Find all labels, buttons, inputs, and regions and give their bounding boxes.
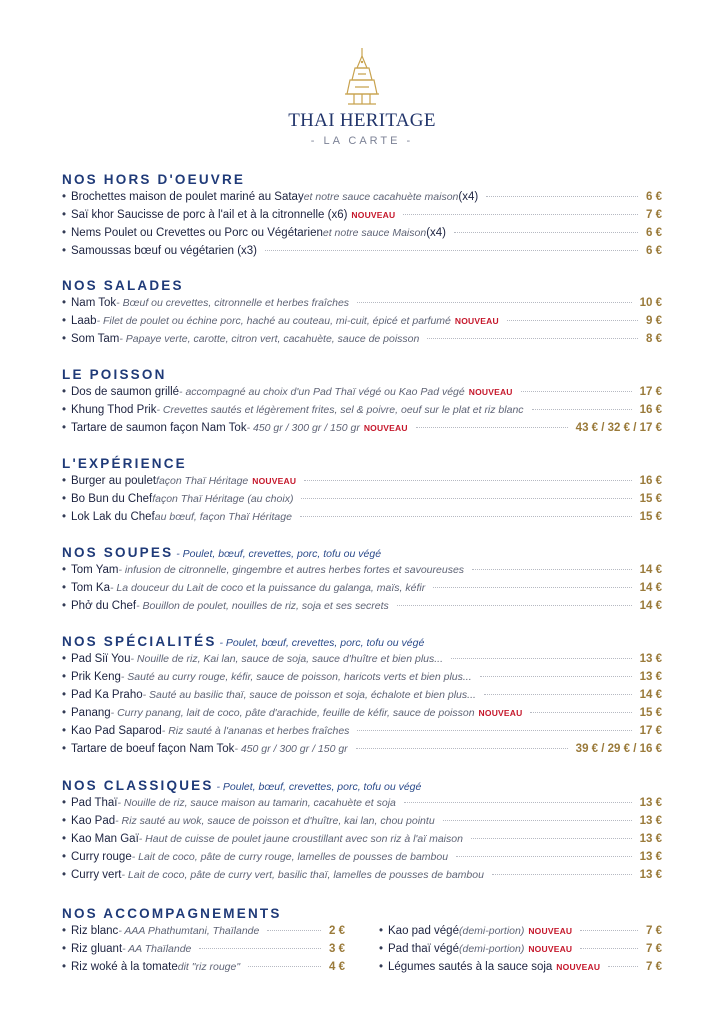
item-description: - Filet de poulet ou échine porc, haché au couteau, mi-cuit, épicé et parfumé (96, 315, 451, 327)
item-name: Pad Siï You (71, 653, 131, 665)
new-badge: NOUVEAU (252, 476, 297, 486)
menu-item: • Saï khor Saucisse de porc à l'ail et à la citronnelle (x6) NOUVEAU 7 € (62, 206, 662, 224)
item-price: 15 € (639, 707, 662, 719)
item-name: Nam Tok (71, 297, 117, 309)
leader-dots (480, 676, 632, 677)
leader-dots (530, 712, 631, 713)
item-price: 16 € (639, 404, 662, 416)
menu-item: • Samoussas bœuf ou végétarien (x3) 6 € (62, 242, 662, 260)
sides-right-column (379, 922, 662, 976)
item-description: - infusion de citronnelle, gingembre et autres herbes fortes et savoureuses (118, 564, 465, 576)
menu-item: • Tartare de saumon façon Nam Tok - 450 gr / 300 gr / 150 gr NOUVEAU 43 € / 32 € / 17 € (62, 419, 662, 437)
item-price: 17 € (639, 725, 662, 737)
menu-item: • Légumes sautés à la sauce soja NOUVEAU 7 € (379, 958, 662, 976)
leader-dots (521, 391, 632, 392)
leader-dots (301, 498, 631, 499)
item-price: 13 € (639, 833, 662, 845)
leader-dots (199, 948, 321, 949)
item-name: Riz gluant (71, 943, 123, 955)
item-price: 13 € (639, 851, 662, 863)
item-price: 43 € / 32 € / 17 € (575, 422, 662, 434)
leader-dots (357, 302, 632, 303)
brand-name: THAI HERITAGE (288, 110, 436, 131)
item-quantity: (x4) (458, 191, 479, 203)
section-experience (62, 456, 662, 526)
leader-dots (608, 966, 638, 967)
leader-dots (248, 966, 321, 967)
item-description: - Bœuf ou crevettes, citronnelle et herbes fraîches (116, 297, 350, 309)
item-name: Kao Pad (71, 815, 116, 827)
item-name: Som Tam (71, 333, 120, 345)
item-price: 9 € (646, 315, 662, 327)
item-name: Légumes sautés à la sauce soja (388, 961, 553, 973)
leader-dots (267, 930, 321, 931)
item-name: Prik Keng (71, 671, 121, 683)
item-description: - Nouille de riz, sauce maison au tamarin, cacahuète et soja (117, 797, 396, 809)
section-salades (62, 278, 662, 348)
section-classiques (62, 778, 662, 884)
menu-header (0, 46, 724, 147)
section-specialites (62, 634, 662, 758)
item-description: au bœuf, façon Thaï Héritage (154, 511, 292, 523)
section-title: NOS SPÉCIALITÉS (62, 634, 217, 649)
leader-dots (416, 427, 568, 428)
item-name: Kao Pad Saparod (71, 725, 162, 737)
item-description: - Nouille de riz, Kai lan, sauce de soja, sauce d'huître et bien plus... (130, 653, 443, 665)
item-price: 3 € (329, 943, 345, 955)
section-hors-doeuvre (62, 172, 662, 260)
leader-dots (456, 856, 632, 857)
section-note: - Poulet, bœuf, crevettes, porc, tofu ou végé (173, 548, 382, 560)
item-name: Tom Ka (71, 582, 110, 594)
leader-dots (397, 605, 632, 606)
menu-item: • Phở du Chef - Bouillon de poulet, nouilles de riz, soja et ses secrets 14 € (62, 597, 662, 615)
menu-item: • Brochettes maison de poulet mariné au Satay et notre sauce cacahuète maison (x4) 6 € (62, 188, 662, 206)
item-name: Kao Man Gaï (71, 833, 139, 845)
section-title: LE POISSON (62, 367, 167, 382)
menu-item: • Laab - Filet de poulet ou échine porc, haché au couteau, mi-cuit, épicé et parfumé NOUVEAU 9 € (62, 312, 662, 330)
new-badge: NOUVEAU (556, 962, 601, 972)
section-accompagnements (62, 906, 662, 976)
item-price: 15 € (639, 511, 662, 523)
menu-item: • Kao Pad - Riz sauté au wok, sauce de poisson et d'huître, kai lan, chou pointu 13 € (62, 812, 662, 830)
leader-dots (357, 730, 631, 731)
new-badge: NOUVEAU (468, 387, 513, 397)
item-description: - 450 gr / 300 gr / 150 gr (246, 422, 360, 434)
leader-dots (265, 250, 638, 251)
menu-item: • Prik Keng - Sauté au curry rouge, kéfir, sauce de poisson, haricots verts et bien plus... 13 € (62, 668, 662, 686)
item-price: 6 € (646, 227, 662, 239)
menu-item: • Riz blanc - AAA Phathumtani, Thaïlande 2 € (62, 922, 345, 940)
item-price: 15 € (639, 493, 662, 505)
item-description: - La douceur du Lait de coco et la puissance du galanga, maïs, kéfir (110, 582, 426, 594)
item-description: - Sauté au curry rouge, kéfir, sauce de poisson, haricots verts et bien plus... (120, 671, 472, 683)
item-price: 6 € (646, 245, 662, 257)
item-price: 4 € (329, 961, 345, 973)
item-description: - Lait de coco, pâte de curry vert, basilic thaï, lamelles de pousses de bambou (121, 869, 484, 881)
item-price: 10 € (639, 297, 662, 309)
item-description: (demi-portion) (458, 943, 525, 955)
item-price: 14 € (639, 600, 662, 612)
menu-item: • Riz woké à la tomate dit "riz rouge" 4 € (62, 958, 345, 976)
item-price: 7 € (646, 961, 662, 973)
menu-item: • Burger au poulet façon Thaï Héritage NOUVEAU 16 € (62, 472, 662, 490)
item-price: 13 € (639, 653, 662, 665)
menu-item: • Tartare de boeuf façon Nam Tok - 450 gr / 300 gr / 150 gr 39 € / 29 € / 16 € (62, 740, 662, 758)
section-note: - Poulet, bœuf, crevettes, porc, tofu ou végé (213, 781, 422, 793)
item-description: - Riz sauté au wok, sauce de poisson et d'huître, kai lan, chou pointu (115, 815, 435, 827)
item-name: Nems Poulet ou Crevettes ou Porc ou Végétarien (71, 227, 323, 239)
item-name: Burger au poulet (71, 475, 157, 487)
menu-subtitle: - LA CARTE - (310, 135, 414, 147)
item-quantity: (x4) (426, 227, 446, 239)
item-name: Bo Bun du Chef (71, 493, 153, 505)
leader-dots (443, 820, 632, 821)
item-name: Phở du Chef (71, 600, 137, 612)
menu-item: • Pad Thaï - Nouille de riz, sauce maison au tamarin, cacahuète et soja 13 € (62, 794, 662, 812)
new-badge: NOUVEAU (351, 210, 396, 220)
menu-item: • Khung Thod Prik - Crevettes sautés et légèrement frites, sel & poivre, oeuf sur le plat et riz blanc 16 € (62, 401, 662, 419)
item-name: Tartare de saumon façon Nam Tok (71, 422, 247, 434)
item-price: 7 € (646, 209, 662, 221)
item-description: dit "riz rouge" (177, 961, 241, 973)
section-title: NOS SOUPES (62, 545, 174, 560)
item-name: Curry rouge (71, 851, 132, 863)
item-name: Curry vert (71, 869, 122, 881)
item-name: Lok Lak du Chef (71, 511, 155, 523)
leader-dots (471, 838, 632, 839)
menu-item: • Lok Lak du Chef au bœuf, façon Thaï Héritage 15 € (62, 508, 662, 526)
item-price: 17 € (639, 386, 662, 398)
leader-dots (433, 587, 631, 588)
menu-item: • Riz gluant - AA Thaïlande 3 € (62, 940, 345, 958)
leader-dots (532, 409, 632, 410)
item-name: Samoussas bœuf ou végétarien (x3) (71, 245, 258, 257)
item-description: - 450 gr / 300 gr / 150 gr (234, 743, 348, 755)
section-title: NOS ACCOMPAGNEMENTS (62, 906, 282, 921)
item-name: Kao pad végé (388, 925, 459, 937)
menu-item: • Kao Pad Saparod - Riz sauté à l'ananas et herbes fraîches 17 € (62, 722, 662, 740)
item-name: Khung Thod Prik (71, 404, 157, 416)
item-name: Dos de saumon grillé (71, 386, 180, 398)
item-description: façon Thaï Héritage (au choix) (152, 493, 294, 505)
item-description: - AA Thaïlande (122, 943, 192, 955)
menu-item: • Bo Bun du Chef façon Thaï Héritage (au choix) 15 € (62, 490, 662, 508)
menu-item: • Pad Ka Praho - Sauté au basilic thaï, sauce de poisson et soja, échalote et bien plus... 14 € (62, 686, 662, 704)
section-soupes (62, 545, 662, 615)
item-description: - AAA Phathumtani, Thaïlande (118, 925, 260, 937)
item-price: 39 € / 29 € / 16 € (575, 743, 662, 755)
menu-item: • Curry rouge - Lait de coco, pâte de curry rouge, lamelles de pousses de bambou 13 € (62, 848, 662, 866)
item-description: - Curry panang, lait de coco, pâte d'arachide, feuille de kéfir, sauce de poisson (110, 707, 475, 719)
item-name: Brochettes maison de poulet mariné au Satay (71, 191, 304, 203)
item-price: 14 € (639, 582, 662, 594)
section-title: NOS SALADES (62, 278, 184, 293)
menu-item: • Dos de saumon grillé - accompagné au choix d'un Pad Thaï végé ou Kao Pad végé NOUVEAU 17 € (62, 383, 662, 401)
item-description: et notre sauce cacahuète maison (303, 191, 459, 203)
item-description: façon Thaï Héritage (156, 475, 249, 487)
menu-item: • Nam Tok - Bœuf ou crevettes, citronnelle et herbes fraîches 10 € (62, 294, 662, 312)
item-name: Saï khor Saucisse de porc à l'ail et à la citronnelle (x6) (71, 209, 348, 221)
section-title: L'EXPÉRIENCE (62, 456, 187, 471)
item-name: Pad Thaï (71, 797, 118, 809)
item-description: - Bouillon de poulet, nouilles de riz, soja et ses secrets (136, 600, 389, 612)
new-badge: NOUVEAU (454, 316, 499, 326)
leader-dots (580, 930, 638, 931)
menu-item: • Pad Siï You - Nouille de riz, Kai lan, sauce de soja, sauce d'huître et bien plus... 13 € (62, 650, 662, 668)
menu-item: • Pad thaï végé (demi-portion) NOUVEAU 7 € (379, 940, 662, 958)
leader-dots (580, 948, 638, 949)
sides-left-column (62, 922, 345, 976)
item-description: - accompagné au choix d'un Pad Thaï végé ou Kao Pad végé (179, 386, 465, 398)
item-price: 13 € (639, 797, 662, 809)
item-price: 7 € (646, 943, 662, 955)
section-poisson (62, 367, 662, 437)
new-badge: NOUVEAU (363, 423, 408, 433)
leader-dots (492, 874, 632, 875)
leader-dots (484, 694, 632, 695)
item-description: - Riz sauté à l'ananas et herbes fraîches (161, 725, 350, 737)
thai-temple-icon (340, 46, 384, 108)
item-description: - Lait de coco, pâte de curry rouge, lamelles de pousses de bambou (131, 851, 449, 863)
menu-item: • Nems Poulet ou Crevettes ou Porc ou Végétarien et notre sauce Maison (x4) 6 € (62, 224, 662, 242)
leader-dots (404, 802, 632, 803)
item-price: 7 € (646, 925, 662, 937)
item-price: 16 € (639, 475, 662, 487)
item-price: 13 € (639, 815, 662, 827)
menu-item: • Som Tam - Papaye verte, carotte, citron vert, cacahuète, sauce de poisson 8 € (62, 330, 662, 348)
leader-dots (403, 214, 638, 215)
new-badge: NOUVEAU (528, 944, 573, 954)
leader-dots (356, 748, 568, 749)
menu-item: • Panang - Curry panang, lait de coco, pâte d'arachide, feuille de kéfir, sauce de poisson NOUVEAU 15 € (62, 704, 662, 722)
leader-dots (300, 516, 632, 517)
item-description: - Crevettes sautés et légèrement frites, sel & poivre, oeuf sur le plat et riz blanc (156, 404, 524, 416)
item-name: Tom Yam (71, 564, 119, 576)
item-name: Riz blanc (71, 925, 119, 937)
item-name: Panang (71, 707, 111, 719)
menu-item: • Tom Yam - infusion de citronnelle, gingembre et autres herbes fortes et savoureuses 14 € (62, 561, 662, 579)
leader-dots (427, 338, 638, 339)
item-name: Pad thaï végé (388, 943, 459, 955)
section-title: NOS CLASSIQUES (62, 778, 214, 793)
menu-item: • Kao Man Gaï - Haut de cuisse de poulet jaune croustillant avec son riz à l'aï maison 13 € (62, 830, 662, 848)
leader-dots (451, 658, 632, 659)
item-name: Riz woké à la tomate (71, 961, 178, 973)
leader-dots (486, 196, 638, 197)
item-name: Laab (71, 315, 97, 327)
new-badge: NOUVEAU (528, 926, 573, 936)
item-price: 14 € (639, 564, 662, 576)
leader-dots (507, 320, 638, 321)
menu-item: • Tom Ka - La douceur du Lait de coco et la puissance du galanga, maïs, kéfir 14 € (62, 579, 662, 597)
menu-item: • Kao pad végé (demi-portion) NOUVEAU 7 € (379, 922, 662, 940)
item-description: - Sauté au basilic thaï, sauce de poisson et soja, échalote et bien plus... (142, 689, 476, 701)
item-description: - Papaye verte, carotte, citron vert, cacahuète, sauce de poisson (119, 333, 420, 345)
menu-item: • Curry vert - Lait de coco, pâte de curry vert, basilic thaï, lamelles de pousses de bambou 13 € (62, 866, 662, 884)
item-description: (demi-portion) (458, 925, 525, 937)
item-description: - Haut de cuisse de poulet jaune croustillant avec son riz à l'aï maison (138, 833, 463, 845)
item-price: 6 € (646, 191, 662, 203)
leader-dots (304, 480, 631, 481)
item-price: 8 € (646, 333, 662, 345)
item-price: 13 € (639, 869, 662, 881)
new-badge: NOUVEAU (478, 708, 523, 718)
item-price: 13 € (639, 671, 662, 683)
item-description: et notre sauce Maison (322, 227, 427, 239)
item-price: 14 € (639, 689, 662, 701)
leader-dots (472, 569, 632, 570)
section-note: - Poulet, bœuf, crevettes, porc, tofu ou végé (216, 637, 425, 649)
leader-dots (454, 232, 638, 233)
section-title: NOS HORS D'OEUVRE (62, 172, 246, 187)
item-price: 2 € (329, 925, 345, 937)
item-name: Pad Ka Praho (71, 689, 143, 701)
item-name: Tartare de boeuf façon Nam Tok (71, 743, 235, 755)
